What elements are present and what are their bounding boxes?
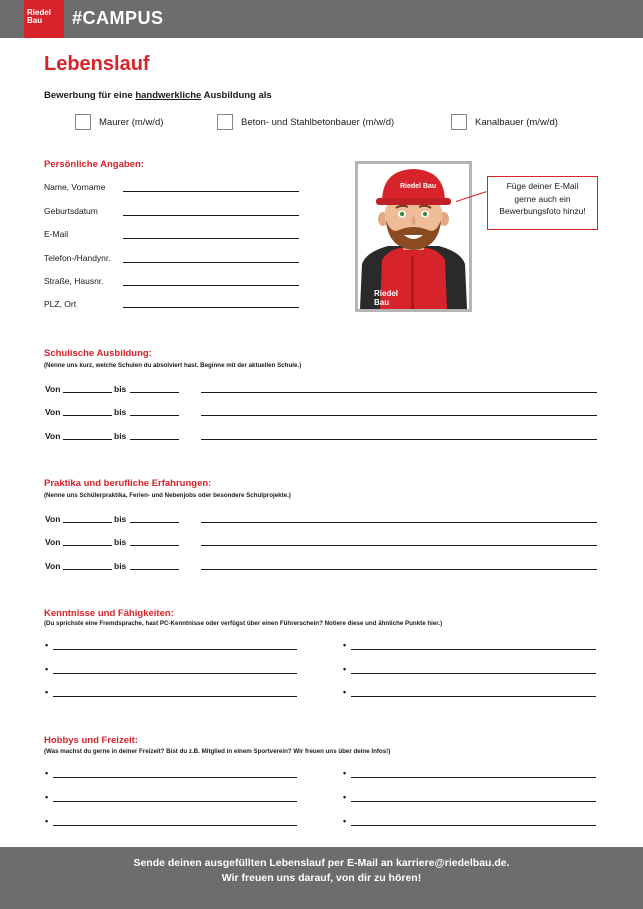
bullet-icon: • bbox=[343, 664, 347, 674]
section-note-skills: (Du sprichste eine Fremdsprache, hast PC-Kenntnisse oder verfügst über einen Führerschein? Notiere diese und ähnliche Punkte hier.) bbox=[44, 620, 443, 627]
bullet-icon: • bbox=[343, 816, 347, 826]
checkbox-maurer[interactable]: Maurer (m/w/d) bbox=[75, 113, 163, 131]
bullet-icon: • bbox=[343, 792, 347, 802]
to-date-line[interactable] bbox=[130, 415, 179, 416]
from-date-line[interactable] bbox=[63, 569, 112, 570]
bullet-line[interactable] bbox=[351, 696, 596, 697]
label-city: PLZ, Ort bbox=[44, 299, 77, 309]
label-birthdate: Geburtsdatum bbox=[44, 206, 98, 216]
footer-line-2: Wir freuen uns darauf, von dir zu hören! bbox=[221, 872, 422, 884]
bullet-icon: • bbox=[45, 768, 49, 778]
bullet-line[interactable] bbox=[53, 673, 297, 674]
to-label: bis bbox=[114, 514, 127, 524]
riedel-bau-logo: Riedel Bau bbox=[24, 0, 64, 38]
shirt-text-1: Riedel bbox=[374, 289, 399, 298]
bullet-line[interactable] bbox=[53, 777, 297, 778]
phone-input-line[interactable] bbox=[123, 262, 299, 263]
footer-line-1: Sende deinen ausgefüllten Lebenslauf per E-Mail an karriere@riedelbau.de. bbox=[133, 857, 510, 869]
to-date-line[interactable] bbox=[130, 522, 179, 523]
section-heading-experience: Praktika und berufliche Erfahrungen: bbox=[44, 478, 212, 489]
bullet-icon: • bbox=[45, 664, 49, 674]
to-date-line[interactable] bbox=[130, 439, 179, 440]
from-date-line[interactable] bbox=[63, 415, 112, 416]
from-date-line[interactable] bbox=[63, 439, 112, 440]
bullet-icon: • bbox=[45, 640, 49, 650]
section-note-school: (Nenne uns kurz, welche Schulen du absolviert hast. Beginne mit der aktuellen Schule.) bbox=[44, 362, 302, 369]
description-line[interactable] bbox=[201, 522, 597, 523]
description-line[interactable] bbox=[201, 439, 597, 440]
birthdate-input-line[interactable] bbox=[123, 215, 299, 216]
top-bar bbox=[0, 0, 643, 38]
photo-placeholder[interactable] bbox=[355, 161, 472, 312]
name-input-line[interactable] bbox=[123, 191, 299, 192]
from-label: Von bbox=[45, 384, 61, 394]
bullet-line[interactable] bbox=[53, 801, 297, 802]
photo-hint-callout: Füge deiner E-Mail gerne auch ein Bewerbungsfoto hinzu! bbox=[487, 176, 598, 230]
from-label: Von bbox=[45, 407, 61, 417]
to-date-line[interactable] bbox=[130, 545, 179, 546]
label-email: E-Mail bbox=[44, 229, 69, 239]
bullet-line[interactable] bbox=[351, 673, 596, 674]
bullet-line[interactable] bbox=[351, 777, 596, 778]
city-input-line[interactable] bbox=[123, 307, 299, 308]
to-label: bis bbox=[114, 384, 127, 394]
campus-title: #CAMPUS bbox=[72, 8, 164, 28]
email-input-line[interactable] bbox=[123, 238, 299, 239]
bullet-icon: • bbox=[343, 687, 347, 697]
from-label: Von bbox=[45, 514, 61, 524]
shirt-text-2: Bau bbox=[374, 298, 390, 307]
checkbox-box[interactable] bbox=[217, 114, 233, 130]
to-label: bis bbox=[114, 561, 127, 571]
application-line: Bewerbung für eine handwerkliche Ausbildung als bbox=[44, 90, 272, 101]
description-line[interactable] bbox=[201, 392, 597, 393]
to-label: bis bbox=[114, 407, 127, 417]
street-input-line[interactable] bbox=[123, 285, 299, 286]
bullet-line[interactable] bbox=[351, 801, 596, 802]
bullet-icon: • bbox=[343, 640, 347, 650]
label-street: Straße, Hausnr. bbox=[44, 276, 104, 286]
bullet-line[interactable] bbox=[351, 825, 596, 826]
bullet-line[interactable] bbox=[53, 696, 297, 697]
from-date-line[interactable] bbox=[63, 522, 112, 523]
section-heading-hobbies: Hobbys und Freizeit: bbox=[44, 735, 138, 746]
bullet-icon: • bbox=[343, 768, 347, 778]
checkbox-betonbauer[interactable]: Beton- und Stahlbetonbauer (m/w/d) bbox=[217, 113, 394, 131]
page-title: Lebenslauf bbox=[44, 53, 150, 75]
from-label: Von bbox=[45, 537, 61, 547]
to-date-line[interactable] bbox=[130, 392, 179, 393]
to-date-line[interactable] bbox=[130, 569, 179, 570]
bullet-line[interactable] bbox=[53, 825, 297, 826]
label-phone: Telefon-/Handynr. bbox=[44, 253, 111, 263]
section-note-hobbies: (Was machst du gerne in deiner Freizeit? Bist du z.B. Mitglied in einem Sportverein? Wir freuen uns über deine Infos!) bbox=[44, 748, 391, 755]
bullet-icon: • bbox=[45, 816, 49, 826]
bullet-line[interactable] bbox=[53, 649, 297, 650]
helmet-text: Riedel Bau bbox=[400, 183, 437, 190]
from-date-line[interactable] bbox=[63, 392, 112, 393]
section-heading-personal: Persönliche Angaben: bbox=[44, 159, 144, 170]
worker-avatar-illustration bbox=[358, 164, 469, 309]
from-date-line[interactable] bbox=[63, 545, 112, 546]
checkbox-box[interactable] bbox=[451, 114, 467, 130]
section-heading-skills: Kenntnisse und Fähigkeiten: bbox=[44, 608, 174, 619]
footer-bar bbox=[0, 847, 643, 909]
from-label: Von bbox=[45, 561, 61, 571]
to-label: bis bbox=[114, 537, 127, 547]
bullet-icon: • bbox=[45, 792, 49, 802]
description-line[interactable] bbox=[201, 569, 597, 570]
label-name: Name, Vorname bbox=[44, 182, 106, 192]
checkbox-box[interactable] bbox=[75, 114, 91, 130]
to-label: bis bbox=[114, 431, 127, 441]
bullet-icon: • bbox=[45, 687, 49, 697]
bullet-line[interactable] bbox=[351, 649, 596, 650]
section-heading-school: Schulische Ausbildung: bbox=[44, 348, 152, 359]
section-note-experience: (Nenne uns Schülerpraktika, Ferien- und Nebenjobs oder besondere Schulprojekte.) bbox=[44, 492, 291, 499]
from-label: Von bbox=[45, 431, 61, 441]
checkbox-kanalbauer[interactable]: Kanalbauer (m/w/d) bbox=[451, 113, 558, 131]
description-line[interactable] bbox=[201, 415, 597, 416]
description-line[interactable] bbox=[201, 545, 597, 546]
